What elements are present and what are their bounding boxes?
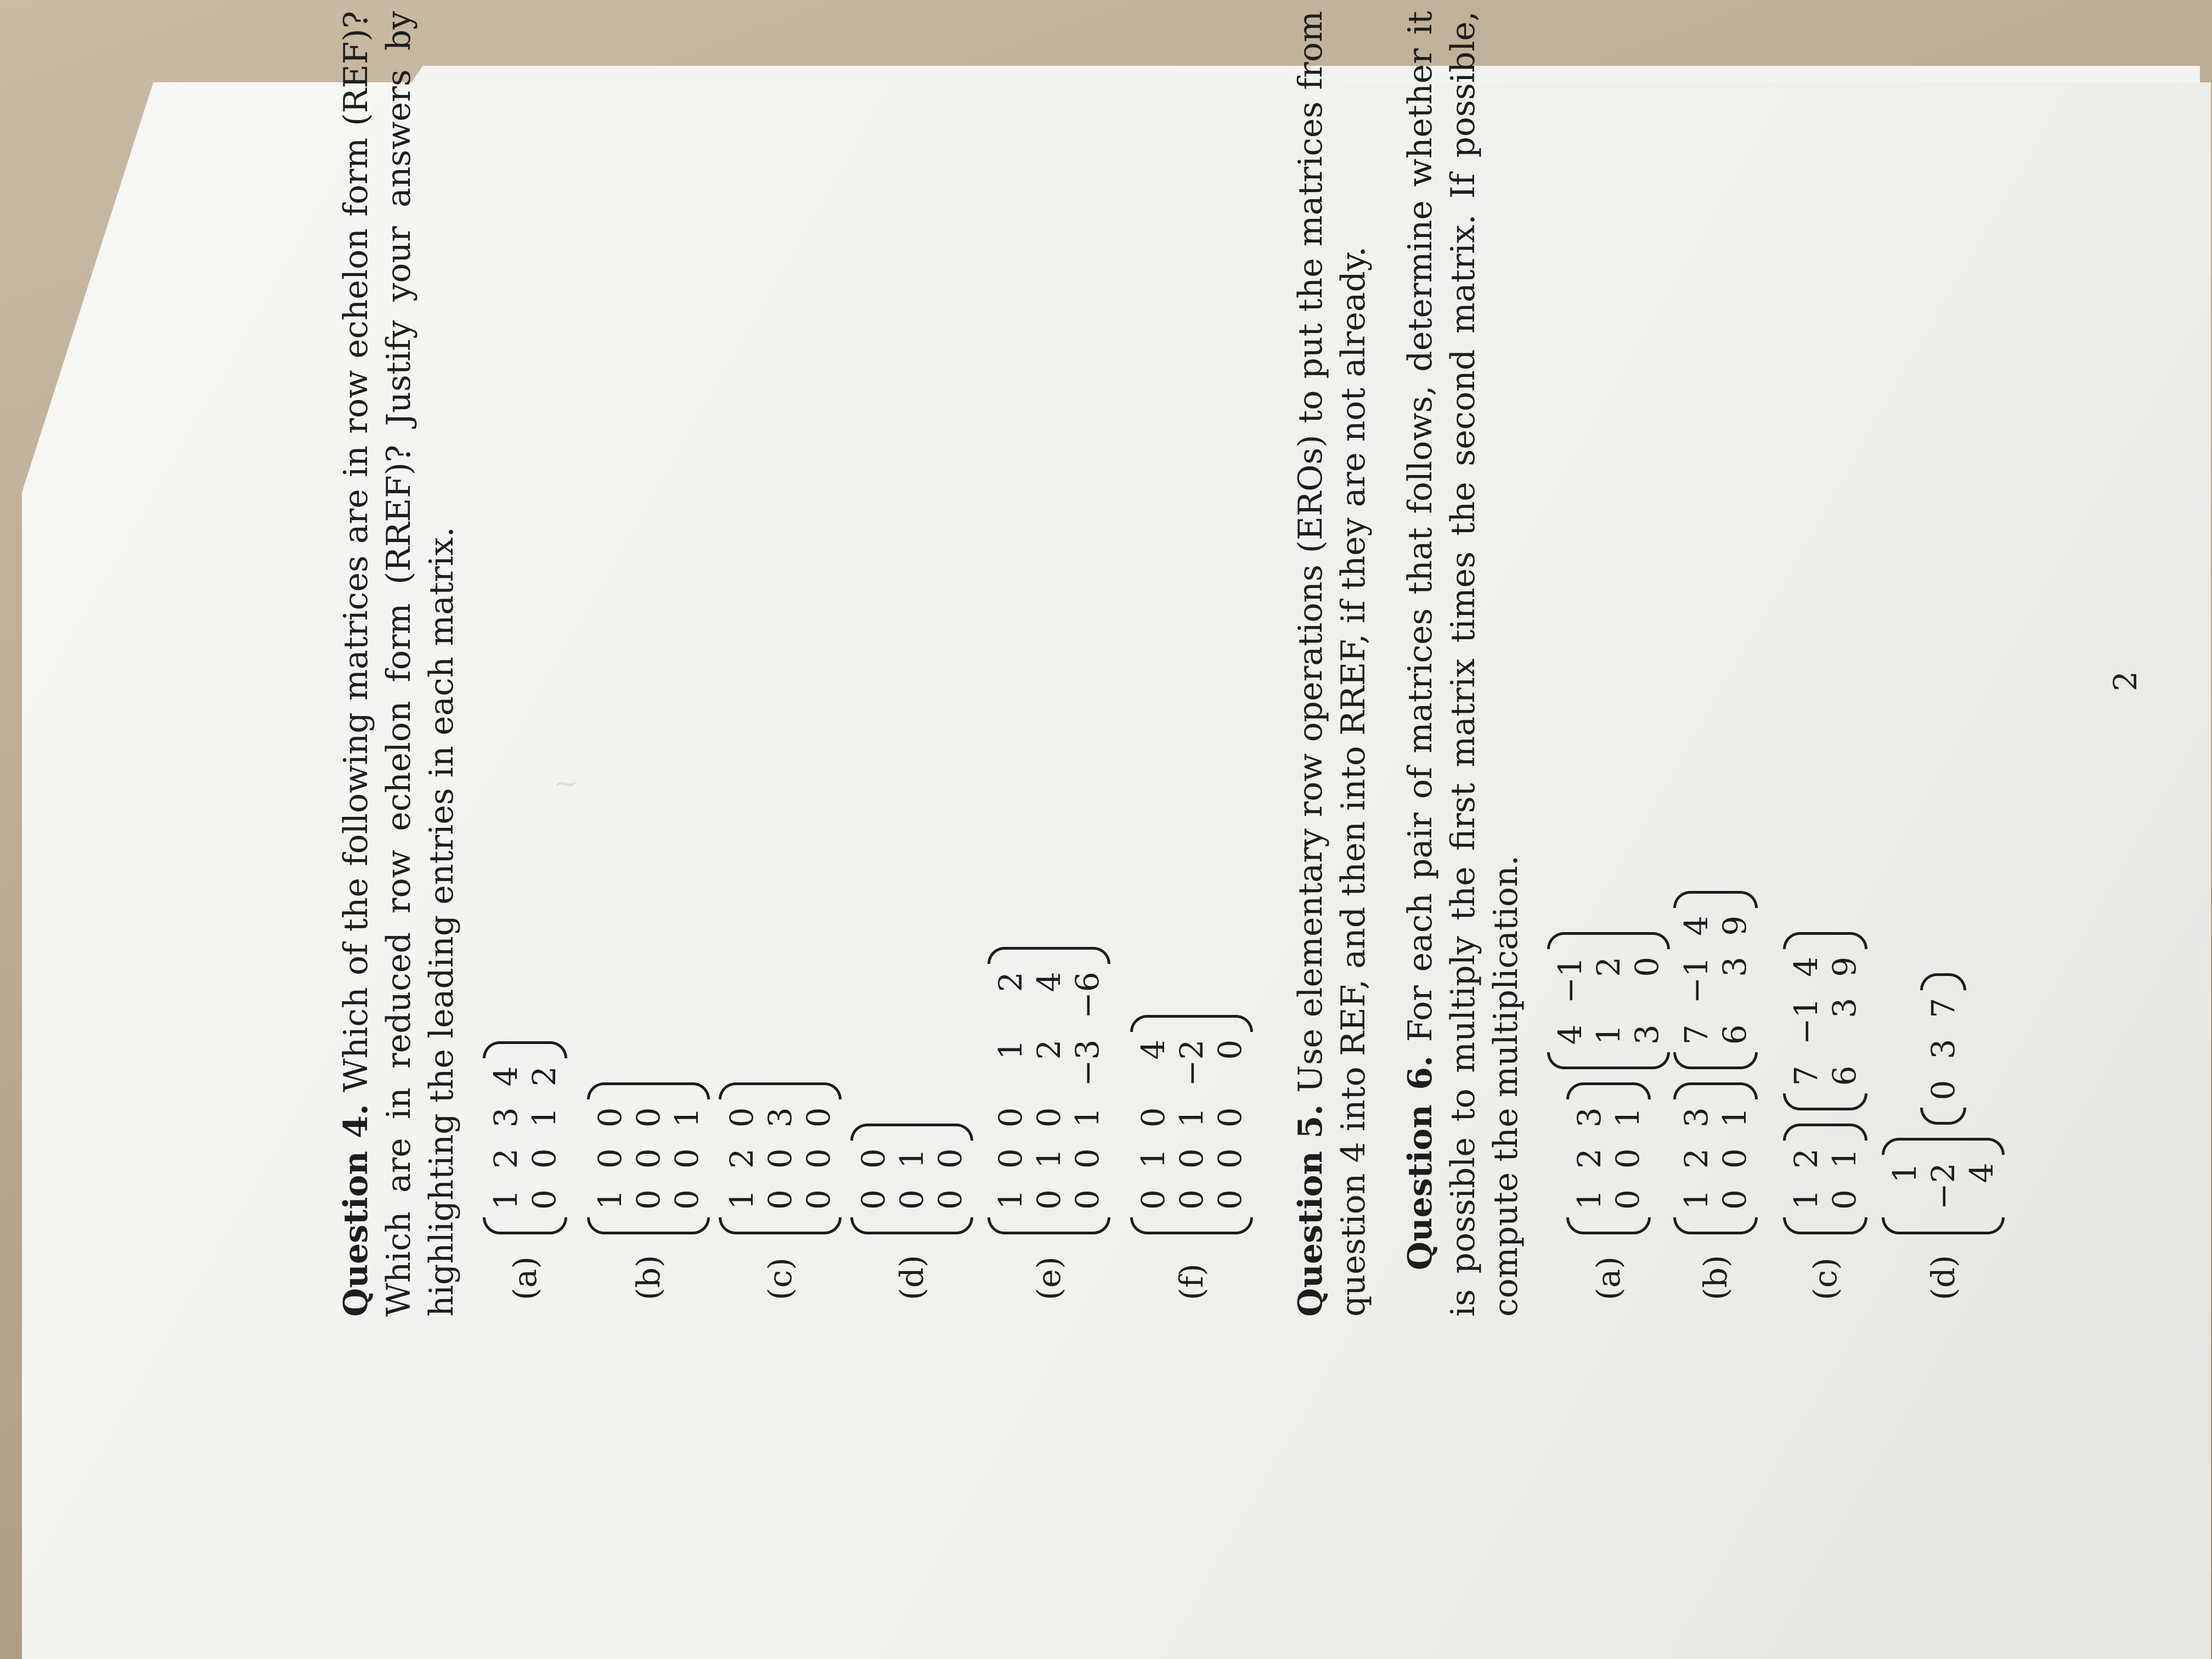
question-5-title: Question 5. — [1291, 1104, 1330, 1317]
matrix-entry: 1 — [1826, 1148, 1863, 1169]
matrix-entries — [587, 1099, 710, 1217]
matrix-entry: 4 — [1135, 1039, 1172, 1060]
item-label: (a) — [1590, 1256, 1627, 1300]
right-parenthesis — [1547, 932, 1670, 949]
right-parenthesis — [1783, 932, 1867, 949]
matrix-entry: 4 — [1030, 972, 1068, 992]
matrix-entry: 0 — [932, 1148, 969, 1169]
right-parenthesis — [587, 1082, 710, 1099]
matrix-entry: 0 — [932, 1189, 969, 1210]
question-4-text: Which of the following matrices are in row echelon form (REF)? Which are in reduced row echelon form (RREF)? Justify your answers by highlighting the leading entries in each matrix. — [337, 11, 461, 1317]
matrix-entry: 0 — [1925, 1080, 1962, 1101]
matrix-entry: 3 — [1678, 1107, 1715, 1128]
matrix-entry: 0 — [855, 1189, 892, 1210]
matrix-entry: 3 — [1826, 997, 1863, 1018]
matrix-entry: 0 — [1069, 1148, 1106, 1169]
right-parenthesis — [1882, 1138, 2005, 1155]
matrix — [587, 1082, 710, 1234]
matrix-entries — [850, 1141, 973, 1217]
matrix-entry: 2 — [526, 1066, 563, 1087]
matrix — [1566, 1082, 1651, 1234]
matrix — [850, 1124, 973, 1234]
matrix-entry: 0 — [992, 1148, 1029, 1169]
right-parenthesis — [483, 1041, 567, 1058]
matrix-entries — [1783, 949, 1867, 1093]
matrix-entry: −1 — [1551, 956, 1589, 1004]
matrix-entry: 2 — [487, 1148, 524, 1169]
question-6-title: Question 6. — [1401, 1056, 1440, 1271]
matrix-entries — [1673, 908, 1758, 1052]
matrix-entry: 3 — [1571, 1107, 1608, 1128]
question-5-text: Use elementary row operations (EROs) to put the matrices from question 4 into REF, and then into RREF, if they are not already. — [1291, 11, 1373, 1317]
matrix-entries — [1882, 1155, 2005, 1218]
matrix-entry: 2 — [1678, 1148, 1715, 1169]
q4-item-f — [1130, 1002, 1253, 1300]
matrix — [1783, 1124, 1867, 1234]
matrix-entries — [1920, 990, 1966, 1108]
matrix-entry: −2 — [1173, 1039, 1210, 1087]
question-6-text: For each pair of matrices that follows, determine whether it is possible to multiply the first matrix times the second matrix. If possible, compute the multiplication. — [1401, 10, 1525, 1317]
matrix-entry: 0 — [630, 1148, 667, 1169]
matrix-entry: −1 — [1787, 997, 1825, 1045]
matrix-entry: 1 — [1590, 1024, 1627, 1045]
matrix-entry: 0 — [1173, 1148, 1210, 1169]
matrix-entries — [719, 1099, 842, 1217]
matrix — [483, 1041, 567, 1234]
item-label: (b) — [630, 1255, 667, 1300]
matrix-entry: 3 — [1925, 1039, 1962, 1059]
matrix-entry: 0 — [1211, 1148, 1249, 1169]
matrix-entry: 7 — [1925, 997, 1962, 1018]
matrix-entry: 3 — [1716, 956, 1753, 977]
left-parenthesis — [1920, 1108, 1966, 1125]
matrix-entry: 1 — [723, 1189, 760, 1210]
item-label: (e) — [1030, 1256, 1068, 1300]
question-5 — [1289, 11, 1375, 1317]
q4-item-b — [587, 1069, 710, 1300]
matrix-entry: −2 — [1925, 1163, 1962, 1210]
matrix-entry: 7 — [1678, 1024, 1715, 1045]
q4-item-e — [988, 934, 1110, 1300]
left-parenthesis — [1673, 1052, 1758, 1069]
matrix-entry: 0 — [893, 1189, 930, 1210]
matrix-entry: 1 — [1886, 1163, 1923, 1183]
matrix-entry: 1 — [1716, 1107, 1753, 1128]
left-parenthesis — [483, 1217, 567, 1234]
right-parenthesis — [988, 947, 1110, 964]
matrix-entry: 0 — [591, 1148, 629, 1169]
matrix-entry: 1 — [1787, 1189, 1825, 1210]
q4-item-c — [719, 1069, 842, 1300]
matrix — [1673, 891, 1758, 1069]
matrix-entry: 9 — [1826, 956, 1863, 977]
matrix-entry: 0 — [855, 1148, 892, 1169]
item-label: (a) — [506, 1256, 544, 1300]
matrix-entry: 1 — [1030, 1148, 1068, 1169]
matrix-entry: 1 — [992, 1039, 1029, 1060]
matrix-entry: 7 — [1787, 1065, 1825, 1086]
matrix-entry: 0 — [1609, 1148, 1646, 1169]
page-number: 2 — [2107, 671, 2144, 691]
matrix-entry: 0 — [630, 1107, 667, 1128]
matrix-entry: 0 — [1628, 956, 1666, 977]
matrix-entry: 0 — [800, 1148, 837, 1169]
worksheet-page — [66, 0, 2212, 1591]
left-parenthesis — [988, 1217, 1110, 1234]
matrix-entry: 3 — [761, 1107, 799, 1128]
left-parenthesis — [1882, 1217, 2005, 1234]
question-4-paragraph — [335, 11, 463, 1317]
matrix-entry: 1 — [1678, 1189, 1715, 1210]
matrix-entry: 1 — [526, 1107, 563, 1128]
left-parenthesis — [850, 1217, 973, 1234]
matrix — [988, 947, 1110, 1234]
item-label: (c) — [1807, 1257, 1844, 1300]
question-6 — [1399, 11, 1527, 1317]
right-parenthesis — [1920, 973, 1966, 990]
matrix-entry: 6 — [1716, 1024, 1753, 1045]
right-parenthesis — [1783, 1124, 1867, 1141]
matrix-entry: 0 — [1211, 1039, 1249, 1060]
item-label: (f) — [1173, 1263, 1210, 1300]
matrix — [1920, 973, 1966, 1125]
matrix-entry: 0 — [668, 1189, 706, 1210]
matrix-entry: 1 — [893, 1148, 930, 1169]
matrix-entry: 1 — [487, 1189, 524, 1210]
q6-item-a — [1547, 919, 1670, 1300]
matrix-entry: 6 — [1826, 1065, 1863, 1086]
matrix-entry: 0 — [1716, 1189, 1753, 1210]
matrix-entry: 3 — [487, 1107, 524, 1128]
matrix-entry: 0 — [1716, 1148, 1753, 1169]
matrix-entry: 0 — [1030, 1189, 1068, 1210]
matrix-entry: 3 — [1628, 1024, 1666, 1045]
matrix-entries — [483, 1058, 567, 1217]
matrix-entry: 0 — [1069, 1189, 1106, 1210]
question-6-paragraph — [1399, 11, 1527, 1317]
left-parenthesis — [1673, 1217, 1758, 1234]
matrix-entry: 0 — [526, 1148, 563, 1169]
matrix-entry: 4 — [1787, 956, 1825, 977]
matrix-entry: 0 — [1211, 1107, 1249, 1128]
matrix — [1130, 1015, 1253, 1234]
matrix-entry: 0 — [761, 1189, 799, 1210]
matrix-entry: 9 — [1716, 915, 1753, 936]
q4-item-d — [850, 1110, 973, 1300]
matrix — [1673, 1082, 1758, 1234]
matrix-entry: 0 — [526, 1189, 563, 1210]
matrix-entry: 0 — [1211, 1189, 1249, 1210]
question-4-title: Question 4. — [337, 1104, 375, 1317]
matrix-entry: 0 — [1826, 1189, 1863, 1210]
matrix-entries — [1783, 1141, 1867, 1217]
matrix-entry: 0 — [591, 1107, 629, 1128]
left-parenthesis — [1547, 1052, 1670, 1069]
matrix — [719, 1082, 842, 1234]
question-4 — [335, 11, 463, 1317]
matrix-entry: 0 — [1135, 1189, 1172, 1210]
left-parenthesis — [1566, 1217, 1651, 1234]
matrix-entries — [988, 964, 1110, 1217]
matrix-entry: 2 — [1571, 1148, 1608, 1169]
bleed-through-marks: ~ — [553, 765, 579, 800]
matrix-entry: 0 — [761, 1148, 799, 1169]
question-5-paragraph — [1289, 11, 1375, 1317]
matrix-entry: −6 — [1069, 972, 1106, 1019]
matrix-entry: 0 — [1135, 1107, 1172, 1128]
q6-item-b — [1673, 878, 1758, 1300]
matrix-entry: −3 — [1069, 1039, 1106, 1087]
matrix-entry: 1 — [992, 1189, 1029, 1210]
matrix — [1882, 1138, 2005, 1235]
matrix-entry: 2 — [992, 972, 1029, 992]
right-parenthesis — [1566, 1082, 1651, 1099]
matrix-entry: 1 — [591, 1189, 629, 1210]
matrix-entry: 1 — [1571, 1189, 1608, 1210]
matrix-entry: 0 — [630, 1189, 667, 1210]
item-label: (c) — [761, 1257, 799, 1300]
matrix-entry: 1 — [668, 1107, 706, 1128]
q6-item-c — [1783, 919, 1867, 1300]
matrix-entry: 1 — [1609, 1107, 1646, 1128]
matrix-entry: 0 — [723, 1107, 760, 1128]
matrix-entry: 4 — [1551, 1024, 1589, 1045]
matrix-entry: 2 — [723, 1148, 760, 1169]
matrix-entry: 0 — [800, 1189, 837, 1210]
matrix-entries — [1130, 1032, 1253, 1217]
matrix-entry: 0 — [800, 1107, 837, 1128]
matrix-entry: 4 — [1678, 915, 1715, 936]
item-label: (d) — [1925, 1255, 1962, 1300]
right-parenthesis — [1673, 891, 1758, 908]
matrix-entry: 0 — [1609, 1189, 1646, 1210]
matrix-entry: 2 — [1787, 1148, 1825, 1169]
right-parenthesis — [1673, 1082, 1758, 1099]
matrix-entry: 0 — [1173, 1189, 1210, 1210]
matrix-entry: 4 — [487, 1066, 524, 1087]
matrix-entries — [1566, 1099, 1651, 1217]
matrix-entry: −1 — [1678, 956, 1715, 1004]
matrix-entry: 1 — [1173, 1107, 1210, 1128]
matrix-entries — [1547, 949, 1670, 1052]
left-parenthesis — [1783, 1217, 1867, 1234]
matrix — [1783, 932, 1867, 1110]
matrix-entry: 2 — [1590, 956, 1627, 977]
matrix-entry: 1 — [1135, 1148, 1172, 1169]
matrix-entry: 4 — [1963, 1163, 2000, 1183]
item-label: (b) — [1697, 1255, 1734, 1300]
matrix-entries — [1673, 1099, 1758, 1217]
q4-item-a — [483, 1028, 567, 1300]
left-parenthesis — [587, 1217, 710, 1234]
right-parenthesis — [850, 1124, 973, 1141]
matrix-entry: 0 — [668, 1148, 706, 1169]
q6-item-d — [1882, 960, 2005, 1300]
matrix-entry: 0 — [992, 1107, 1029, 1128]
left-parenthesis — [1130, 1217, 1253, 1234]
matrix-entry: 2 — [1030, 1039, 1068, 1060]
matrix-entry: 1 — [1069, 1107, 1106, 1128]
item-label: (d) — [893, 1255, 930, 1300]
left-parenthesis — [1783, 1093, 1867, 1110]
left-parenthesis — [719, 1217, 842, 1234]
right-parenthesis — [1130, 1015, 1253, 1032]
matrix-entry: 0 — [1030, 1107, 1068, 1128]
matrix — [1547, 932, 1670, 1069]
right-parenthesis — [719, 1082, 842, 1099]
